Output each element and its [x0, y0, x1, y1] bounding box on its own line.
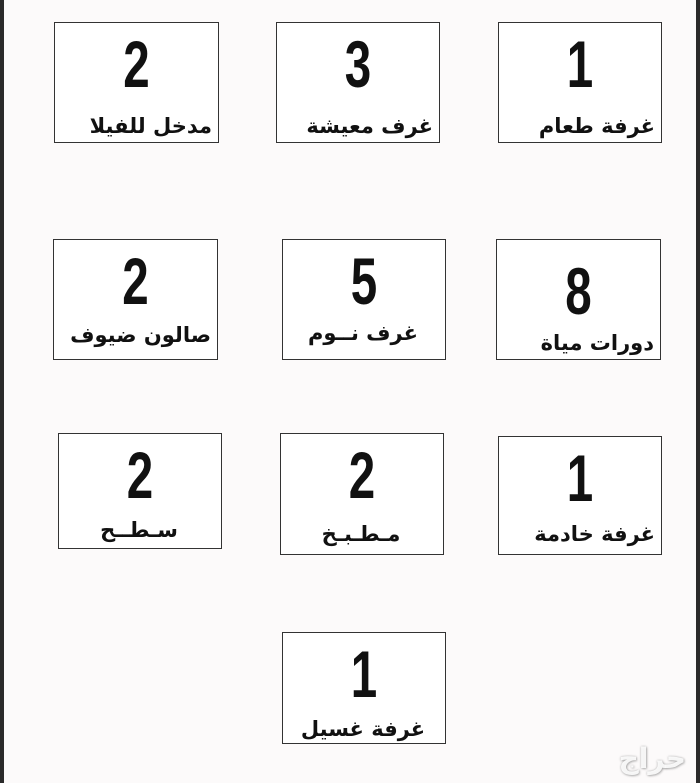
room-label: غرف نــوم: [308, 321, 418, 345]
room-label: غرف معيشة: [306, 114, 433, 138]
room-count: 8: [565, 254, 592, 328]
room-count: 1: [350, 637, 378, 711]
room-card-living: [276, 22, 440, 143]
room-label: غرفة غسيل: [300, 717, 426, 741]
room-card-entrance: [54, 22, 219, 143]
room-count: 1: [566, 27, 594, 101]
room-count: 2: [126, 438, 154, 512]
room-card-bedrooms: [282, 239, 446, 360]
room-label: غرفة خادمة: [534, 522, 655, 546]
left-border: [0, 0, 4, 783]
room-label: مـطـبـخ: [321, 522, 401, 546]
room-label: دورات مياة: [540, 331, 654, 355]
room-label: مدخل للفيلا: [89, 114, 212, 138]
room-label: صالون ضيوف: [70, 323, 211, 347]
room-count: 3: [344, 27, 372, 101]
room-count: 2: [348, 438, 376, 512]
room-count: 2: [123, 27, 150, 101]
room-count: 5: [350, 244, 378, 318]
room-card-roof: [58, 433, 222, 549]
room-card-laundry: [282, 632, 446, 744]
room-label: غرفة طعام: [538, 114, 655, 138]
room-card-bathrooms: [496, 239, 661, 360]
right-border: [696, 0, 700, 783]
room-count: 1: [566, 441, 594, 515]
room-card-guest-salon: [53, 239, 218, 360]
room-card-kitchen: [280, 433, 444, 555]
room-count: 2: [122, 244, 149, 318]
room-label: سـطــح: [100, 518, 178, 542]
watermark-logo: حراج: [618, 742, 686, 775]
room-card-maid: [498, 436, 662, 555]
room-card-dining: [498, 22, 662, 143]
